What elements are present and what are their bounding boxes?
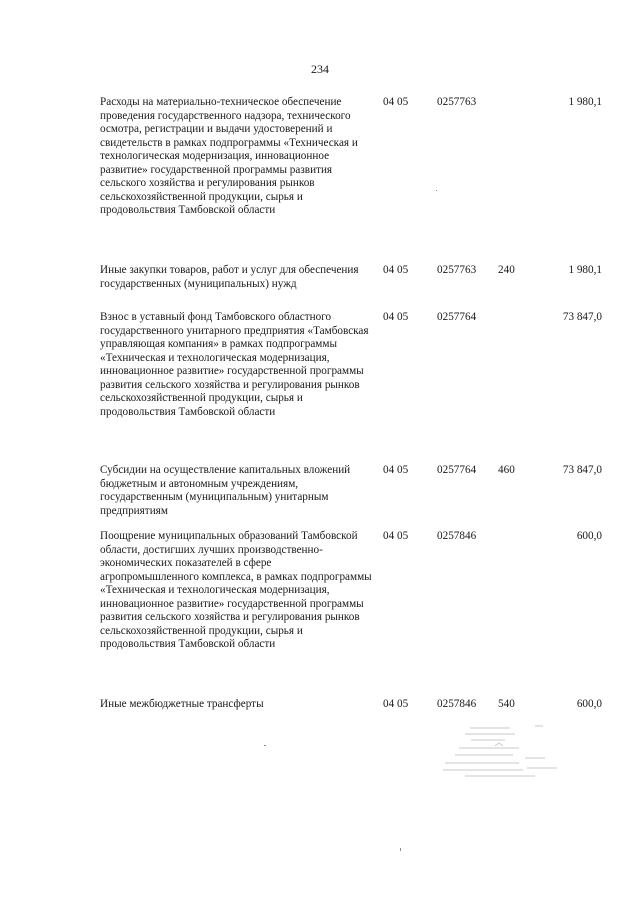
row-amount: 600,0 [576, 698, 602, 710]
row-csr: 0257764 [437, 464, 477, 476]
row-csr: 0257763 [437, 96, 477, 108]
faint-stamp-image [435, 722, 575, 782]
row-amount: 1 980,1 [568, 96, 602, 108]
row-section: 04 05 [383, 464, 409, 476]
row-amount: 73 847,0 [562, 464, 602, 476]
row-vr: 240 [498, 264, 515, 276]
scan-speck [264, 745, 266, 746]
row-vr: 540 [498, 698, 515, 710]
row-name: Взнос в уставный фонд Тамбовского областного государственного унитарного предприятия «Тамбовская управляющая компания» в рамках подпрограммы «Техническая и технологическая модернизация, инновационное развитие» государственной программы развития сельского хозяйства и регулирования рынков сельскохозяйственной продукции, сырья и продовольствия Тамбовской области [100, 311, 369, 418]
row-csr: 0257763 [437, 264, 477, 276]
stamp-graphic [435, 722, 575, 782]
row-name: Иные межбюджетные трансферты [100, 698, 264, 710]
row-section: 04 05 [383, 530, 409, 542]
row-csr: 0257764 [437, 311, 477, 323]
row-name: Субсидии на осуществление капитальных вложений бюджетным и автономным учреждениям, государственным (муниципальным) унитарным предприятиям [100, 464, 351, 517]
row-amount: 600,0 [576, 530, 602, 542]
row-name: Иные закупки товаров, работ и услуг для обеспечения государственных (муниципальных) нужд [100, 264, 359, 290]
row-name: Поощрение муниципальных образований Тамбовской области, достигших лучших производственно-экономических показателей в сфере агропромышленного комплекса, в рамках подпрограммы «Техническая и технологическая модернизация, инновационное развитие» государственной программы развития сельского хозяйства и регулирования рынков сельскохозяйственной продукции, сырья и продовольствия Тамбовской области [100, 530, 372, 650]
row-section: 04 05 [383, 311, 409, 323]
row-section: 04 05 [383, 698, 409, 710]
row-csr: 0257846 [437, 530, 477, 542]
row-section: 04 05 [383, 264, 409, 276]
row-vr: 460 [498, 464, 515, 476]
row-name: Расходы на материально-техническое обеспечение проведения государственного надзора, технического осмотра, регистрации и выдачи удостоверений и свидетельств в рамках подпрограммы «Техническая и технологическая модернизация, инновационное развитие» государственной программы развития сельского хозяйства и регулирования рынков сельскохозяйственной продукции, сырья и продовольствия Тамбовской области [100, 96, 358, 216]
page-number: 234 [311, 62, 329, 76]
scan-speck [436, 190, 437, 191]
row-section: 04 05 [383, 96, 409, 108]
row-csr: 0257846 [437, 698, 477, 710]
row-amount: 1 980,1 [568, 264, 602, 276]
scan-speck [400, 848, 401, 851]
row-amount: 73 847,0 [562, 311, 602, 323]
